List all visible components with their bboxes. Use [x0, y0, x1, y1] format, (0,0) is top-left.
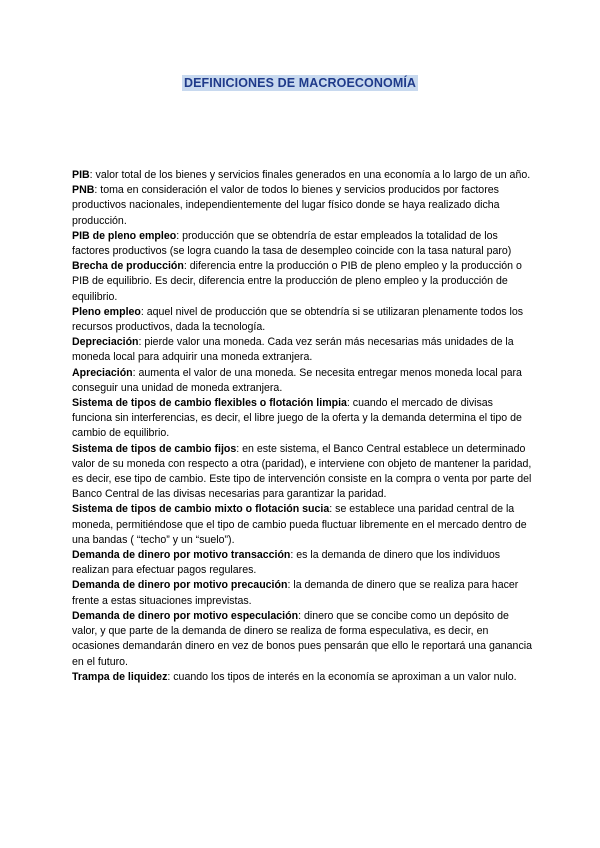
- definition-term: PIB: [72, 169, 90, 181]
- definition-item: [72, 670, 532, 685]
- definition-item: [72, 442, 532, 503]
- definition-item: [72, 366, 532, 396]
- definition-item: [72, 183, 532, 229]
- definition-term: Trampa de liquidez: [72, 670, 168, 683]
- definition-term: Sistema de tipos de cambio mixto o flotación sucia: [72, 503, 330, 516]
- definition-term: PIB de pleno empleo: [72, 229, 177, 242]
- definition-item: [72, 502, 532, 548]
- definition-term: Pleno empleo: [72, 305, 141, 318]
- definition-text: : dinero que se concibe como un depósito de valor, y que parte de la demanda de dinero se realiza de forma especulativa, es decir, en ocasiones demandarán dinero en vez de bonos pues pensarán que ello le reportará una ganancia en el futuro.: [72, 609, 532, 668]
- page-title: DEFINICIONES DE MACROECONOMÍA: [183, 76, 417, 90]
- definition-text: : diferencia entre la producción o PIB de pleno empleo y la producción o PIB de equilibrio. Es decir, diferencia entre la producción de pleno empleo y la producción de equilibrio.: [72, 260, 522, 303]
- definition-item: [72, 609, 532, 670]
- definition-item: [72, 229, 532, 259]
- definition-text: : aumenta el valor de una moneda. Se necesita entregar menos moneda local para conseguir una unidad de moneda extranjera.: [72, 366, 522, 394]
- definition-term: Brecha de producción: [72, 260, 184, 273]
- definition-text: : cuando el mercado de divisas funciona sin interferencias, es decir, el libre juego de la oferta y la demanda determina el tipo de cambio de equilibrio.: [72, 397, 522, 440]
- definition-item: [72, 578, 532, 608]
- definition-term: Sistema de tipos de cambio flexibles o flotación limpia: [72, 397, 347, 410]
- definition-item: [72, 396, 532, 442]
- definition-term: Demanda de dinero por motivo especulación: [72, 609, 299, 622]
- definition-text: : cuando los tipos de interés en la economía se aproximan a un valor nulo.: [167, 670, 517, 683]
- definition-text: : toma en consideración el valor de todos lo bienes y servicios producidos por factores productivos nacionales, independientemente del lugar físico donde se haya realizado dicha producción.: [72, 184, 500, 227]
- definition-text: : en este sistema, el Banco Central establece un determinado valor de su moneda con respecto a otra (paridad), e interviene con objeto de mantener la paridad, es decir, ese tipo de cambio. Este tipo de intervención consiste en la compra o venta por parte del Banco Central de las divisas necesarias para garantizar la paridad.: [72, 442, 532, 501]
- definition-text: : producción que se obtendría de estar empleados la totalidad de los factores productivos (se logra cuando la tasa de desempleo coincide con la tasa natural paro): [72, 229, 512, 258]
- definition-term: PNB: [72, 184, 95, 197]
- definition-item: [72, 548, 532, 578]
- definition-term: Apreciación: [72, 366, 133, 379]
- title-container: [0, 74, 600, 92]
- definitions-list: [72, 168, 532, 685]
- definition-text: : la demanda de dinero que se realiza para hacer frente a estas situaciones imprevistas.: [72, 579, 519, 607]
- definition-text: : aquel nivel de producción que se obtendría si se utilizaran plenamente todos los recursos productivos, dada la tecnología.: [72, 305, 524, 334]
- definition-item: [72, 168, 532, 183]
- definition-item: [72, 259, 532, 305]
- definition-text: : pierde valor una moneda. Cada vez serán más necesarias más unidades de la moneda local para adquirir una moneda extranjera.: [72, 336, 514, 364]
- definition-item: [72, 305, 532, 335]
- definition-term: Depreciación: [72, 336, 139, 349]
- definition-item: [72, 335, 532, 365]
- definition-text: : valor total de los bienes y servicios finales generados en una economía a lo largo de un año.: [89, 169, 531, 181]
- definition-text: : se establece una paridad central de la moneda, permitiéndose que el tipo de cambio pueda fluctuar libremente en el mercado dentro de una bandas ( “techo” y un “suelo”).: [72, 503, 527, 546]
- definition-term: Demanda de dinero por motivo transacción: [72, 549, 291, 562]
- definition-text: : es la demanda de dinero que los individuos realizan para efectuar pagos regulares.: [72, 549, 501, 577]
- definition-term: Sistema de tipos de cambio fijos: [72, 442, 237, 455]
- definition-term: Demanda de dinero por motivo precaución: [72, 579, 288, 592]
